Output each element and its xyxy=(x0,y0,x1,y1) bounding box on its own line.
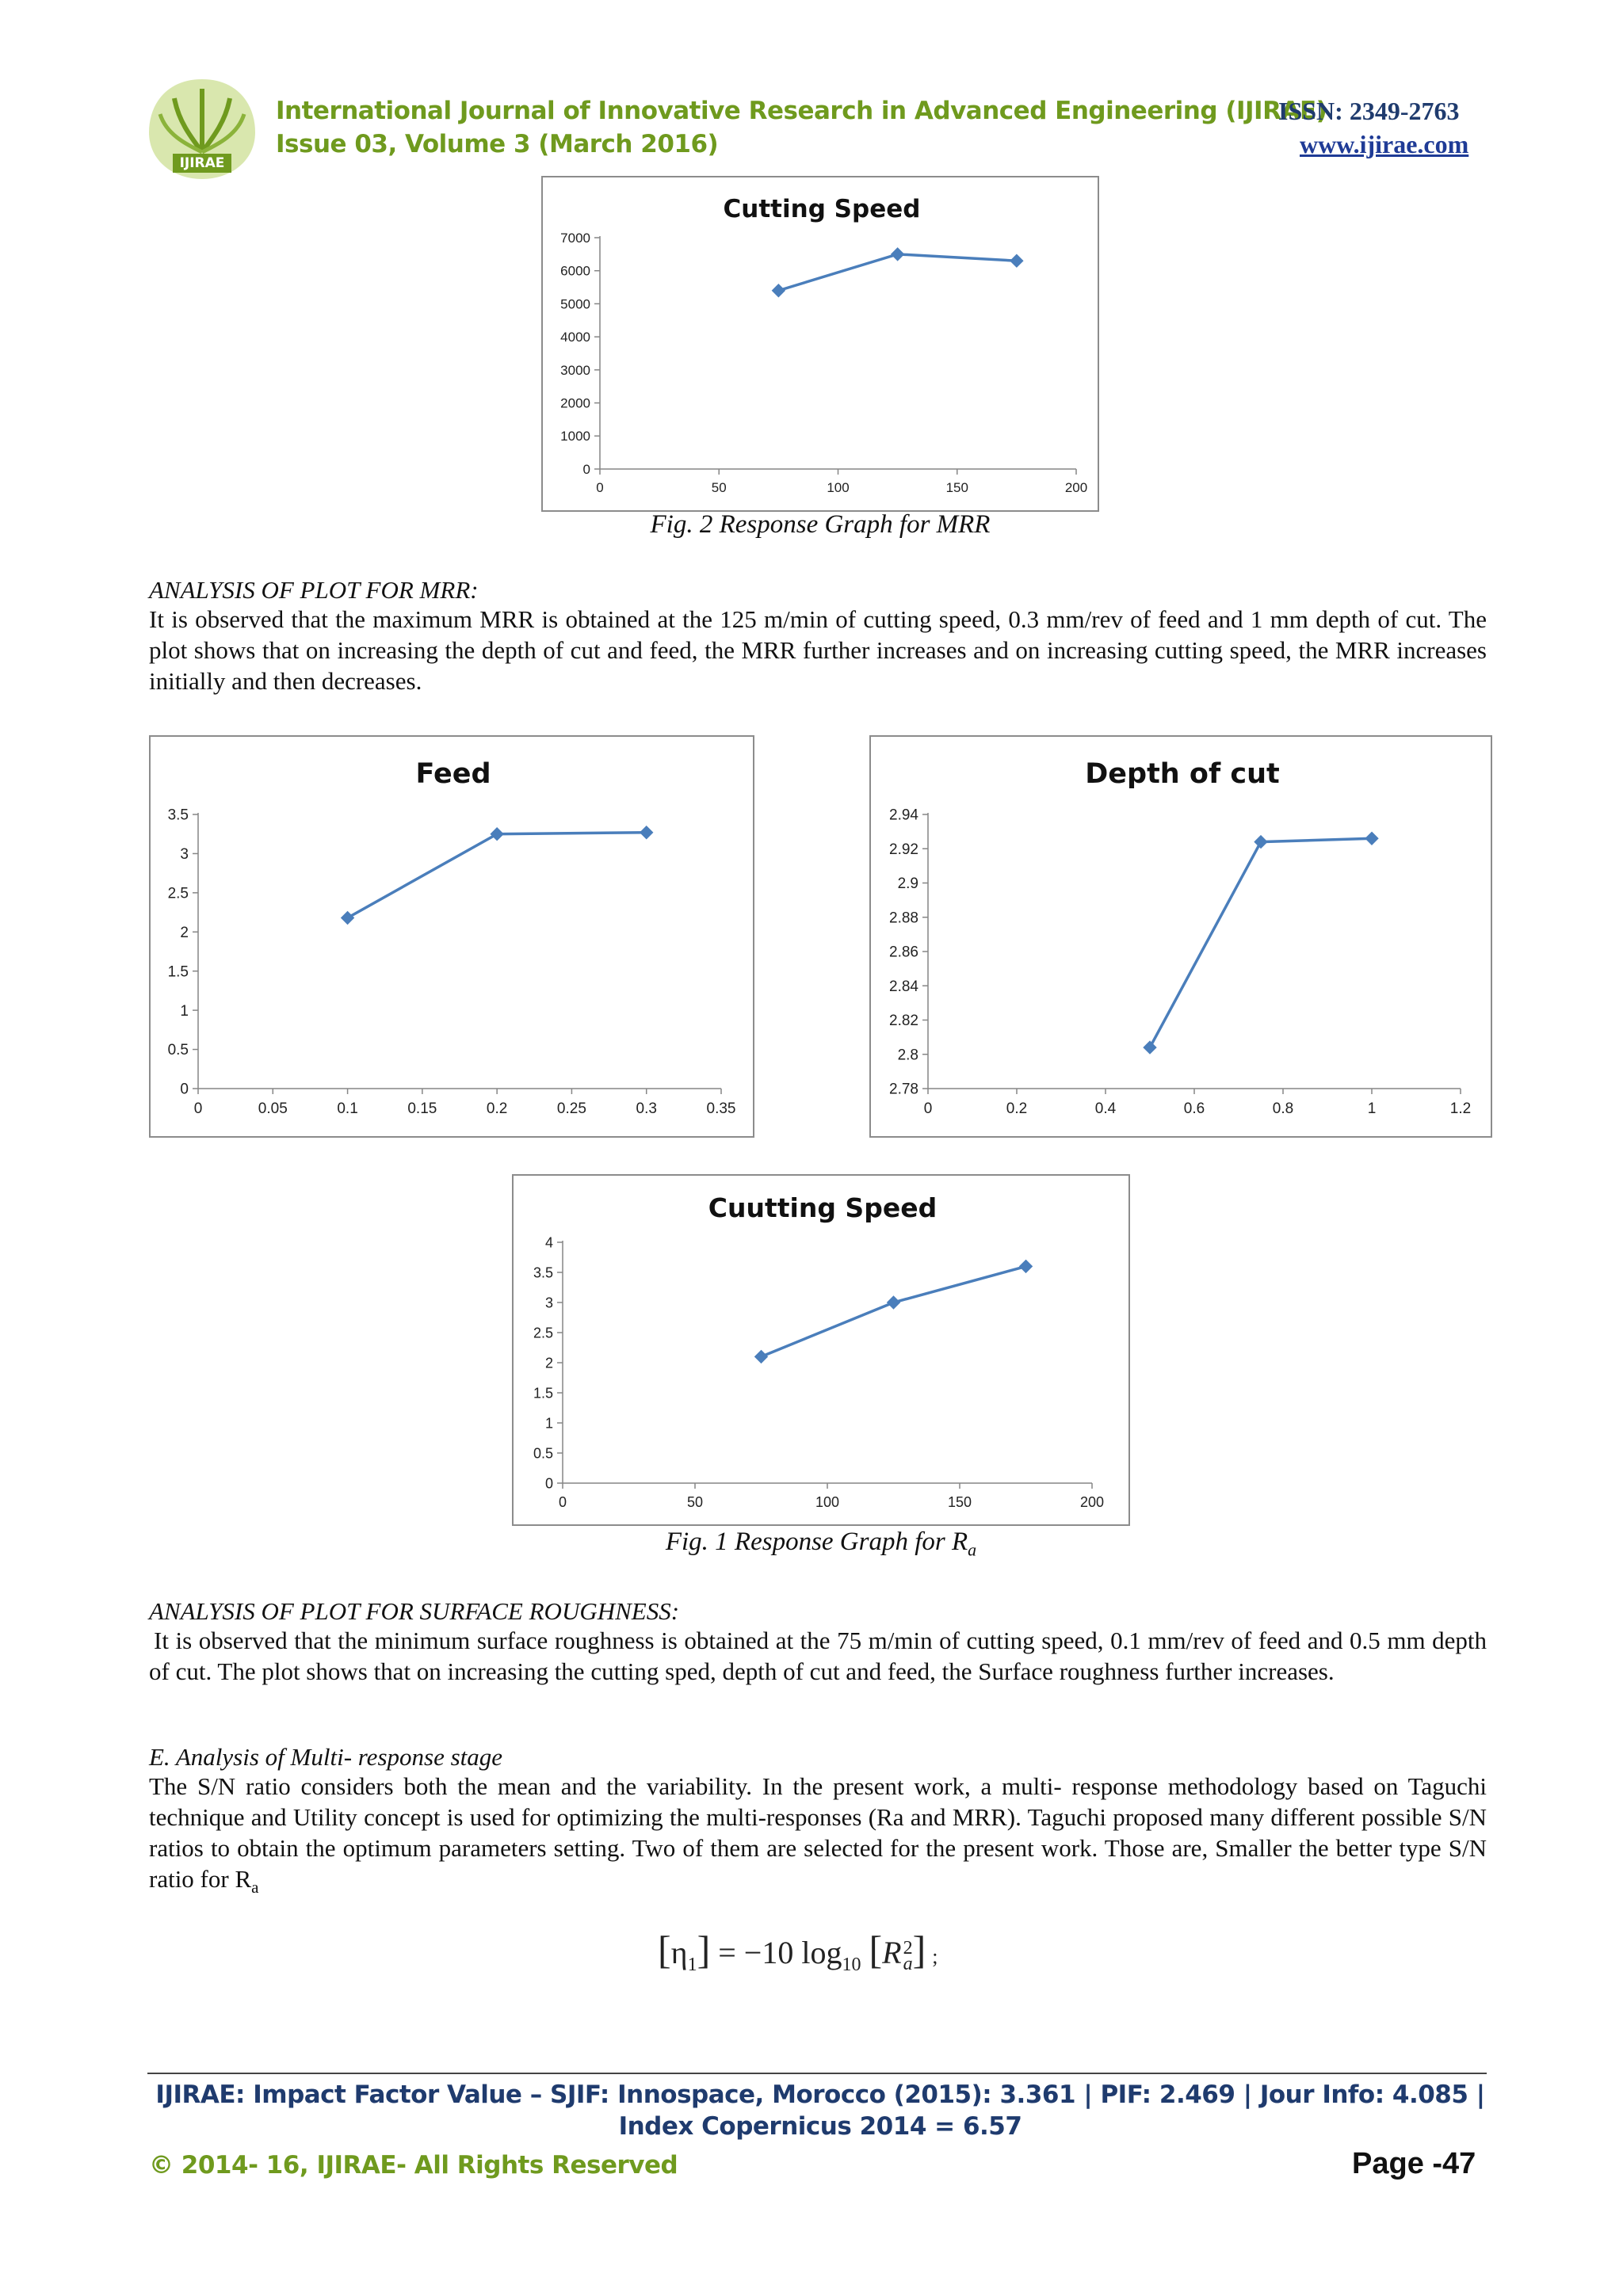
x-tick-label: 0.25 xyxy=(556,1100,586,1117)
chart-title: Cutting Speed xyxy=(723,195,921,223)
series-line xyxy=(1150,838,1372,1047)
data-point xyxy=(640,826,653,839)
y-tick-label: 2.78 xyxy=(889,1081,918,1098)
data-point xyxy=(1144,1041,1156,1054)
y-tick-label: 2.82 xyxy=(889,1013,918,1030)
x-tick-label: 0.2 xyxy=(1006,1100,1028,1117)
y-tick-label: 7000 xyxy=(560,230,590,246)
y-tick-label: 2.94 xyxy=(889,807,918,824)
y-tick-label: 3000 xyxy=(560,362,590,378)
x-tick-label: 0.35 xyxy=(706,1100,736,1117)
y-tick-label: 3 xyxy=(180,846,189,864)
chart-svg xyxy=(151,737,756,1139)
data-point xyxy=(1020,1260,1033,1272)
y-tick-label: 4 xyxy=(544,1234,553,1251)
chart-svg xyxy=(543,177,1101,513)
x-tick-label: 0.15 xyxy=(407,1100,437,1117)
y-tick-label: 2 xyxy=(544,1355,553,1371)
data-point xyxy=(772,284,785,297)
y-tick-label: 2.86 xyxy=(889,944,918,961)
x-tick-label: 100 xyxy=(827,480,850,495)
section-e-text: The S/N ratio considers both the mean and the variability. In the present work, a multi- response methodology based on Taguchi technique and Utility concept is used for optimizing the multi-responses (Ra and MRR). Taguchi proposed many different possible S/N ratios to obtain the optimum parameters setting. Two of them are selected for the present work. Those are, Smaller the better type S/N ratio for R xyxy=(149,1772,1487,1893)
y-tick-label: 1000 xyxy=(560,429,590,444)
y-tick-label: 2.8 xyxy=(897,1047,918,1064)
footer-metrics-line2: Index Copernicus 2014 = 6.57 xyxy=(618,2112,1022,2141)
y-tick-label: 0.5 xyxy=(533,1445,553,1462)
journal-logo xyxy=(143,73,262,184)
chart-title: Depth of cut xyxy=(1085,758,1280,790)
y-tick-label: 2.9 xyxy=(897,875,918,893)
section-e-sub: a xyxy=(251,1878,259,1897)
formula-var-sup: 2 xyxy=(903,1937,913,1958)
chart-mrr-cutting-speed xyxy=(541,176,1099,512)
x-tick-label: 0.3 xyxy=(636,1100,657,1117)
x-tick-label: 50 xyxy=(686,1494,704,1510)
y-tick-label: 4000 xyxy=(560,330,590,345)
fig1-caption-sub: a xyxy=(968,1539,977,1560)
sr-paragraph: It is observed that the minimum surface roughness is obtained at the 75 m/min of cutting speed, 0.1 mm/rev of feed and 0.5 mm depth of cut. The plot shows that on increasing the cutting sped, depth of cut and feed, the Surface roughness further increases. xyxy=(149,1627,1487,1685)
y-tick-label: 1.5 xyxy=(533,1385,553,1402)
data-point xyxy=(1365,832,1378,845)
y-tick-label: 3 xyxy=(544,1295,553,1311)
x-tick-label: 200 xyxy=(1064,480,1088,495)
data-point xyxy=(892,248,904,261)
y-tick-label: 0 xyxy=(544,1475,553,1492)
journal-issn: ISSN: 2349-2763 xyxy=(1278,97,1460,125)
logo-text: IJIRAE xyxy=(179,155,225,171)
x-tick-label: 1 xyxy=(1367,1100,1377,1117)
x-tick-label: 0 xyxy=(558,1494,567,1510)
journal-website[interactable]: www.ijirae.com xyxy=(1300,130,1469,158)
y-tick-label: 0 xyxy=(582,461,590,477)
x-tick-label: 0 xyxy=(193,1100,203,1117)
x-tick-label: 0.1 xyxy=(337,1100,358,1117)
formula-log-sub: 10 xyxy=(842,1955,861,1975)
x-tick-label: 0.6 xyxy=(1183,1100,1205,1117)
y-tick-label: 2000 xyxy=(560,395,590,411)
y-tick-label: 1 xyxy=(544,1415,553,1432)
chart-svg xyxy=(514,1176,1132,1527)
x-tick-label: 100 xyxy=(815,1494,840,1510)
formula-end: ; xyxy=(932,1945,938,1968)
chart-depth-of-cut xyxy=(869,735,1492,1138)
y-tick-label: 0.5 xyxy=(167,1042,189,1059)
chart-title: Feed xyxy=(415,758,491,790)
data-point xyxy=(342,911,354,924)
y-tick-label: 5000 xyxy=(560,296,590,312)
x-tick-label: 0 xyxy=(923,1100,933,1117)
y-tick-label: 2.5 xyxy=(167,885,189,902)
formula-var-sub: a xyxy=(903,1953,913,1974)
y-tick-label: 6000 xyxy=(560,263,590,279)
y-tick-label: 2 xyxy=(180,924,189,941)
x-tick-label: 150 xyxy=(945,480,968,495)
mrr-heading: ANALYSIS OF PLOT FOR MRR: xyxy=(149,576,479,604)
x-tick-label: 0.05 xyxy=(258,1100,288,1117)
footer-rule xyxy=(147,2073,1487,2074)
formula-eta-sub: 1 xyxy=(687,1955,697,1975)
section-e-heading: E. Analysis of Multi- response stage xyxy=(149,1743,503,1771)
y-tick-label: 1 xyxy=(180,1002,189,1020)
fig1-caption xyxy=(512,1527,1130,1561)
chart-feed xyxy=(149,735,754,1138)
chart-svg xyxy=(871,737,1494,1139)
section-e-paragraph xyxy=(149,1771,1487,1903)
data-point xyxy=(1010,254,1023,267)
formula-var: R xyxy=(882,1935,902,1970)
formula-eta: η xyxy=(670,1935,688,1970)
y-tick-label: 1.5 xyxy=(167,963,189,981)
series-line xyxy=(348,833,647,918)
data-point xyxy=(1254,836,1267,849)
x-tick-label: 0.2 xyxy=(486,1100,508,1117)
sr-heading: ANALYSIS OF PLOT FOR SURFACE ROUGHNESS: xyxy=(149,1597,680,1625)
x-tick-label: 200 xyxy=(1079,1494,1105,1510)
x-tick-label: 150 xyxy=(947,1494,972,1510)
formula-rhs: = −10 log xyxy=(718,1935,842,1970)
y-tick-label: 0 xyxy=(180,1081,189,1098)
journal-title: International Journal of Innovative Research in Advanced Engineering (IJIRAE) xyxy=(276,97,1327,125)
x-tick-label: 50 xyxy=(711,480,727,495)
data-point xyxy=(888,1296,900,1309)
x-tick-label: 0 xyxy=(596,480,604,495)
y-tick-label: 2.92 xyxy=(889,841,918,858)
data-point xyxy=(491,828,503,841)
x-tick-label: 1.2 xyxy=(1449,1100,1472,1117)
y-tick-label: 2.5 xyxy=(533,1325,553,1341)
sn-formula: $[\eta_1] = -10$ $\log_{10} [R$ 2 a ] ; xyxy=(658,1928,938,1975)
y-tick-label: 3.5 xyxy=(167,807,189,824)
y-tick-label: 2.88 xyxy=(889,910,918,927)
fig1-caption-text: Fig. 1 Response Graph for R xyxy=(665,1527,968,1556)
chart-ra-cutting-speed xyxy=(512,1174,1130,1526)
mrr-paragraph: It is observed that the maximum MRR is obtained at the 125 m/min of cutting speed, 0.3 mm/rev of feed and 1 mm depth of cut. The plot shows that on increasing the depth of cut and feed, the MRR further increases and on increasing cutting speed, the MRR increases initially and then decreases. xyxy=(149,605,1487,695)
x-tick-label: 0.4 xyxy=(1094,1100,1117,1117)
chart-title: Cuutting Speed xyxy=(708,1192,938,1223)
y-tick-label: 2.84 xyxy=(889,978,918,995)
fig2-caption: Fig. 2 Response Graph for MRR xyxy=(650,510,991,539)
data-point xyxy=(755,1350,768,1363)
footer-metrics-line1: IJIRAE: Impact Factor Value – SJIF: Innospace, Morocco (2015): 3.361 | PIF: 2.469 | Jour Info: 4.085 | xyxy=(155,2081,1485,2109)
x-tick-label: 0.8 xyxy=(1272,1100,1294,1117)
footer-page-number: Page -47 xyxy=(1352,2147,1476,2180)
journal-issue: Issue 03, Volume 3 (March 2016) xyxy=(276,130,719,158)
series-line xyxy=(762,1266,1026,1356)
footer-copyright: © 2014- 16, IJIRAE- All Rights Reserved xyxy=(149,2151,678,2180)
y-tick-label: 3.5 xyxy=(533,1264,553,1281)
